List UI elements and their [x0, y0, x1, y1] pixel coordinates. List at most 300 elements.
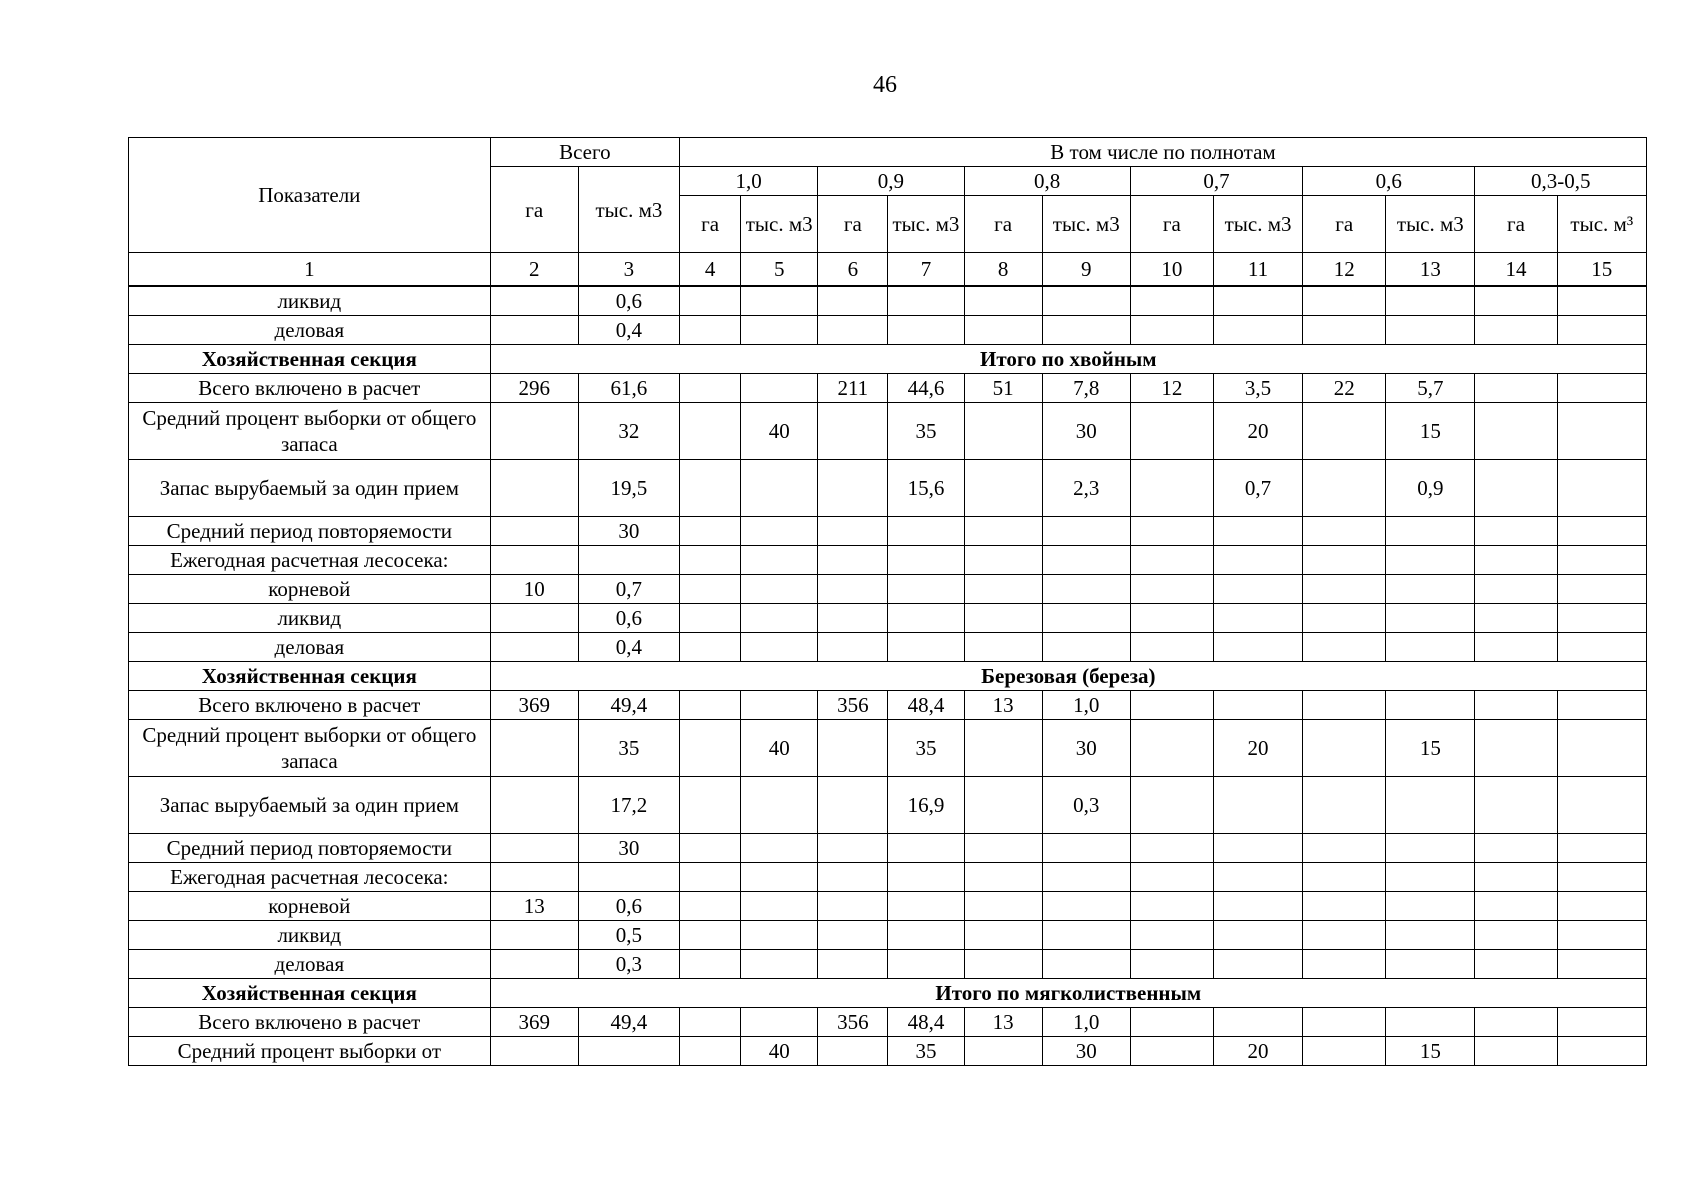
column-number: 12	[1303, 253, 1386, 287]
density-group-header: В том числе по полнотам	[680, 138, 1647, 167]
row-label: Запас вырубаемый за один прием	[129, 777, 491, 834]
table-cell: 3,5	[1213, 374, 1302, 403]
column-number: 15	[1557, 253, 1646, 287]
table-cell: 30	[1042, 720, 1130, 777]
row-label: Всего включено в расчет	[129, 691, 491, 720]
table-cell: 15	[1386, 403, 1475, 460]
table-cell	[1386, 316, 1475, 345]
table-cell	[964, 604, 1042, 633]
table-cell	[1042, 834, 1130, 863]
row-label: Средний процент выборки от общего запаса	[129, 720, 491, 777]
table-cell	[680, 892, 741, 921]
table-cell	[741, 374, 818, 403]
table-cell	[888, 834, 964, 863]
table-cell	[818, 950, 888, 979]
table-cell	[1475, 316, 1557, 345]
table-cell	[1475, 777, 1557, 834]
table-cell	[1557, 374, 1646, 403]
table-cell: 51	[964, 374, 1042, 403]
table-cell	[741, 777, 818, 834]
table-cell	[1386, 834, 1475, 863]
table-cell	[680, 863, 741, 892]
table-cell	[1557, 460, 1646, 517]
table-cell	[1557, 286, 1646, 316]
table-cell	[888, 286, 964, 316]
table-row	[129, 460, 1647, 517]
table-cell	[741, 921, 818, 950]
table-cell	[818, 892, 888, 921]
table-cell: 0,6	[578, 604, 679, 633]
table-cell	[964, 720, 1042, 777]
table-row	[129, 777, 1647, 834]
table-cell	[1303, 517, 1386, 546]
table-cell: 48,4	[888, 691, 964, 720]
table-cell	[490, 286, 578, 316]
table-cell	[1213, 546, 1302, 575]
table-cell	[818, 460, 888, 517]
table-cell	[1130, 517, 1213, 546]
table-cell: 1,0	[1042, 1008, 1130, 1037]
table-cell	[680, 575, 741, 604]
table-row	[129, 575, 1647, 604]
row-label: Запас вырубаемый за один прием	[129, 460, 491, 517]
table-cell: 0,7	[1213, 460, 1302, 517]
table-cell	[1303, 316, 1386, 345]
section-label: Хозяйственная секция	[129, 979, 491, 1008]
table-cell	[490, 777, 578, 834]
table-cell: 356	[818, 691, 888, 720]
table-cell	[1557, 720, 1646, 777]
table-cell	[680, 834, 741, 863]
table-cell	[1386, 777, 1475, 834]
column-number: 6	[818, 253, 888, 287]
table-body	[129, 286, 1647, 1066]
table-cell	[964, 863, 1042, 892]
table-cell	[1130, 863, 1213, 892]
table-cell: 7,8	[1042, 374, 1130, 403]
table-cell: 49,4	[578, 1008, 679, 1037]
table-cell	[1386, 517, 1475, 546]
table-cell	[964, 950, 1042, 979]
table-cell	[1475, 633, 1557, 662]
table-cell	[888, 575, 964, 604]
table-cell	[741, 863, 818, 892]
table-cell	[1557, 921, 1646, 950]
volume-header: тыс. м3	[1042, 196, 1130, 253]
table-cell: 0,6	[578, 286, 679, 316]
table-row	[129, 286, 1647, 316]
table-cell	[1303, 921, 1386, 950]
table-cell: 32	[578, 403, 679, 460]
table-cell: 0,4	[578, 633, 679, 662]
table-cell	[1303, 1037, 1386, 1066]
table-cell	[490, 604, 578, 633]
table-cell	[1557, 834, 1646, 863]
table-cell	[680, 316, 741, 345]
table-cell	[888, 604, 964, 633]
table-cell: 44,6	[888, 374, 964, 403]
table-cell	[741, 316, 818, 345]
ha-header: га	[964, 196, 1042, 253]
table-cell: 15	[1386, 720, 1475, 777]
table-cell	[964, 403, 1042, 460]
table-cell	[1475, 863, 1557, 892]
table-cell	[1475, 575, 1557, 604]
table-cell: 0,5	[578, 921, 679, 950]
table-cell: 22	[1303, 374, 1386, 403]
total-volume-header: тыс. м3	[578, 167, 679, 253]
table-cell	[888, 633, 964, 662]
column-number: 13	[1386, 253, 1475, 287]
table-cell: 0,3	[578, 950, 679, 979]
table-cell: 369	[490, 691, 578, 720]
table-cell	[741, 950, 818, 979]
table-cell	[964, 517, 1042, 546]
table-cell	[1557, 1037, 1646, 1066]
table-row	[129, 834, 1647, 863]
density-header: 0,8	[964, 167, 1130, 196]
table-cell	[818, 546, 888, 575]
row-label: Средний период повторяемости	[129, 834, 491, 863]
table-cell	[1386, 575, 1475, 604]
table-cell	[818, 517, 888, 546]
table-cell	[1213, 834, 1302, 863]
table-row	[129, 604, 1647, 633]
table-cell	[1557, 1008, 1646, 1037]
column-number: 3	[578, 253, 679, 287]
row-label: корневой	[129, 892, 491, 921]
table-row	[129, 316, 1647, 345]
table-cell	[490, 403, 578, 460]
table-cell	[1130, 921, 1213, 950]
table-row	[129, 921, 1647, 950]
table-cell	[1042, 892, 1130, 921]
table-cell: 13	[964, 691, 1042, 720]
table-cell	[1475, 403, 1557, 460]
table-cell	[1042, 517, 1130, 546]
table-cell	[964, 575, 1042, 604]
ha-header: га	[1130, 196, 1213, 253]
table-cell	[1557, 892, 1646, 921]
table-cell	[1130, 950, 1213, 979]
table-cell	[1130, 403, 1213, 460]
table-cell	[490, 546, 578, 575]
table-cell	[1557, 777, 1646, 834]
table-cell	[490, 633, 578, 662]
table-cell	[1042, 863, 1130, 892]
row-label: Ежегодная расчетная лесосека:	[129, 863, 491, 892]
table-cell	[741, 575, 818, 604]
density-header: 0,9	[818, 167, 964, 196]
table-cell	[578, 863, 679, 892]
table-cell	[680, 720, 741, 777]
table-cell	[1213, 777, 1302, 834]
table-row	[129, 720, 1647, 777]
table-cell	[888, 546, 964, 575]
table-cell: 5,7	[1386, 374, 1475, 403]
table-cell	[818, 403, 888, 460]
table-cell	[964, 1037, 1042, 1066]
table-cell	[578, 1037, 679, 1066]
table-cell	[490, 460, 578, 517]
table-cell	[1557, 633, 1646, 662]
table-cell	[1042, 633, 1130, 662]
table-cell	[1475, 604, 1557, 633]
table-cell	[1475, 1008, 1557, 1037]
table-cell	[818, 604, 888, 633]
section-label: Хозяйственная секция	[129, 662, 491, 691]
table-cell	[1130, 892, 1213, 921]
table-cell: 30	[578, 517, 679, 546]
table-cell	[1303, 863, 1386, 892]
row-label: корневой	[129, 575, 491, 604]
table-cell: 35	[578, 720, 679, 777]
table-cell	[1475, 720, 1557, 777]
table-cell	[1213, 286, 1302, 316]
table-cell	[1130, 575, 1213, 604]
table-cell	[964, 316, 1042, 345]
row-label: ликвид	[129, 286, 491, 316]
table-row	[129, 892, 1647, 921]
column-number: 4	[680, 253, 741, 287]
volume-header: тыс. м3	[741, 196, 818, 253]
table-cell	[1303, 633, 1386, 662]
table-cell	[1386, 921, 1475, 950]
table-cell	[818, 286, 888, 316]
table-cell	[490, 316, 578, 345]
section-label: Хозяйственная секция	[129, 345, 491, 374]
row-label: Средний период повторяемости	[129, 517, 491, 546]
table-cell	[818, 863, 888, 892]
column-number: 1	[129, 253, 491, 287]
table-cell	[680, 1037, 741, 1066]
table-cell: 48,4	[888, 1008, 964, 1037]
table-cell: 0,7	[578, 575, 679, 604]
table-cell	[1303, 460, 1386, 517]
table-cell	[1557, 691, 1646, 720]
table-cell	[1042, 316, 1130, 345]
table-cell	[490, 1037, 578, 1066]
table-cell	[741, 546, 818, 575]
table-cell	[888, 950, 964, 979]
table-cell	[818, 633, 888, 662]
table-cell	[964, 633, 1042, 662]
total-ha-header: га	[490, 167, 578, 253]
table-cell: 1,0	[1042, 691, 1130, 720]
ha-header: га	[1475, 196, 1557, 253]
forest-data-table	[128, 137, 1647, 1066]
row-label: Средний процент выборки от общего запаса	[129, 403, 491, 460]
table-cell	[680, 950, 741, 979]
table-cell	[1475, 546, 1557, 575]
table-cell: 17,2	[578, 777, 679, 834]
row-label: Всего включено в расчет	[129, 374, 491, 403]
table-cell	[964, 921, 1042, 950]
table-cell	[1213, 517, 1302, 546]
table-cell	[680, 374, 741, 403]
table-cell: 20	[1213, 1037, 1302, 1066]
table-cell	[1042, 546, 1130, 575]
table-cell	[1386, 691, 1475, 720]
table-cell	[490, 517, 578, 546]
table-cell	[1042, 950, 1130, 979]
table-cell	[741, 1008, 818, 1037]
table-cell	[1386, 950, 1475, 979]
table-cell	[1130, 720, 1213, 777]
table-cell	[680, 1008, 741, 1037]
table-cell	[1303, 604, 1386, 633]
table-cell	[1475, 460, 1557, 517]
table-cell: 61,6	[578, 374, 679, 403]
table-cell	[741, 604, 818, 633]
table-cell	[578, 546, 679, 575]
table-row	[129, 691, 1647, 720]
table-cell	[1130, 691, 1213, 720]
table-cell	[1386, 1008, 1475, 1037]
row-label: деловая	[129, 633, 491, 662]
table-cell	[741, 517, 818, 546]
table-cell	[1130, 633, 1213, 662]
table-cell	[1386, 633, 1475, 662]
table-cell	[1213, 575, 1302, 604]
table-cell: 13	[964, 1008, 1042, 1037]
column-number: 8	[964, 253, 1042, 287]
table-cell	[490, 863, 578, 892]
table-cell	[1303, 720, 1386, 777]
table-cell	[1557, 950, 1646, 979]
table-cell: 19,5	[578, 460, 679, 517]
table-cell	[1303, 691, 1386, 720]
total-header: Всего	[490, 138, 679, 167]
table-cell	[1130, 604, 1213, 633]
table-cell	[818, 1037, 888, 1066]
table-cell: 35	[888, 720, 964, 777]
table-cell	[1475, 517, 1557, 546]
table-cell	[1042, 575, 1130, 604]
table-cell	[1042, 921, 1130, 950]
column-number: 11	[1213, 253, 1302, 287]
table-cell	[680, 777, 741, 834]
table-cell	[1303, 575, 1386, 604]
table-cell	[1042, 286, 1130, 316]
table-cell	[1130, 546, 1213, 575]
table-cell	[1130, 286, 1213, 316]
density-header: 0,7	[1130, 167, 1302, 196]
table-row	[129, 633, 1647, 662]
ha-header: га	[680, 196, 741, 253]
section-row	[129, 979, 1647, 1008]
table-cell	[680, 460, 741, 517]
row-label: Средний процент выборки от	[129, 1037, 491, 1066]
section-row	[129, 662, 1647, 691]
table-cell	[1557, 517, 1646, 546]
table-row	[129, 1008, 1647, 1037]
table-cell	[818, 777, 888, 834]
table-cell	[1303, 546, 1386, 575]
table-cell	[680, 633, 741, 662]
table-cell	[1557, 546, 1646, 575]
table-cell	[818, 921, 888, 950]
table-cell	[1213, 604, 1302, 633]
table-cell: 16,9	[888, 777, 964, 834]
table-cell	[964, 777, 1042, 834]
table-cell: 49,4	[578, 691, 679, 720]
table-cell	[741, 834, 818, 863]
row-label: ликвид	[129, 604, 491, 633]
table-row	[129, 517, 1647, 546]
table-cell	[1303, 777, 1386, 834]
ha-header: га	[818, 196, 888, 253]
table-cell	[1130, 1008, 1213, 1037]
table-row	[129, 403, 1647, 460]
table-cell: 15,6	[888, 460, 964, 517]
table-cell	[1475, 691, 1557, 720]
table-cell	[490, 834, 578, 863]
column-number: 5	[741, 253, 818, 287]
table-cell	[1213, 950, 1302, 979]
table-header	[129, 138, 1647, 287]
table-cell	[1303, 950, 1386, 979]
volume-header: тыс. м3	[1386, 196, 1475, 253]
table-cell: 2,3	[1042, 460, 1130, 517]
table-cell	[680, 286, 741, 316]
table-cell	[1303, 403, 1386, 460]
table-cell	[1475, 892, 1557, 921]
table-cell: 12	[1130, 374, 1213, 403]
table-cell	[741, 633, 818, 662]
table-cell	[1386, 863, 1475, 892]
table-cell: 13	[490, 892, 578, 921]
section-title: Березовая (береза)	[490, 662, 1646, 691]
table-cell	[1475, 834, 1557, 863]
table-cell	[680, 691, 741, 720]
table-cell: 35	[888, 403, 964, 460]
volume-header: тыс. м3	[1213, 196, 1302, 253]
table-cell	[1130, 460, 1213, 517]
table-cell: 40	[741, 1037, 818, 1066]
table-cell	[888, 892, 964, 921]
table-cell	[1213, 1008, 1302, 1037]
table-cell: 0,4	[578, 316, 679, 345]
table-cell: 211	[818, 374, 888, 403]
table-cell	[1475, 286, 1557, 316]
row-label: ликвид	[129, 921, 491, 950]
table-cell	[1130, 316, 1213, 345]
table-row	[129, 950, 1647, 979]
column-number: 10	[1130, 253, 1213, 287]
table-cell	[1557, 316, 1646, 345]
table-cell	[1130, 834, 1213, 863]
table-cell	[1386, 286, 1475, 316]
table-cell	[1303, 1008, 1386, 1037]
table-cell	[1386, 546, 1475, 575]
column-number: 2	[490, 253, 578, 287]
table-cell	[1475, 1037, 1557, 1066]
table-cell	[680, 517, 741, 546]
table-cell	[818, 720, 888, 777]
table-cell	[741, 460, 818, 517]
table-cell	[741, 892, 818, 921]
table-cell: 15	[1386, 1037, 1475, 1066]
table-cell: 35	[888, 1037, 964, 1066]
table-cell	[818, 575, 888, 604]
table-cell: 0,3	[1042, 777, 1130, 834]
density-header: 0,6	[1303, 167, 1475, 196]
page-number: 46	[873, 72, 897, 98]
table-cell	[490, 950, 578, 979]
section-title: Итого по хвойным	[490, 345, 1646, 374]
table-cell: 296	[490, 374, 578, 403]
